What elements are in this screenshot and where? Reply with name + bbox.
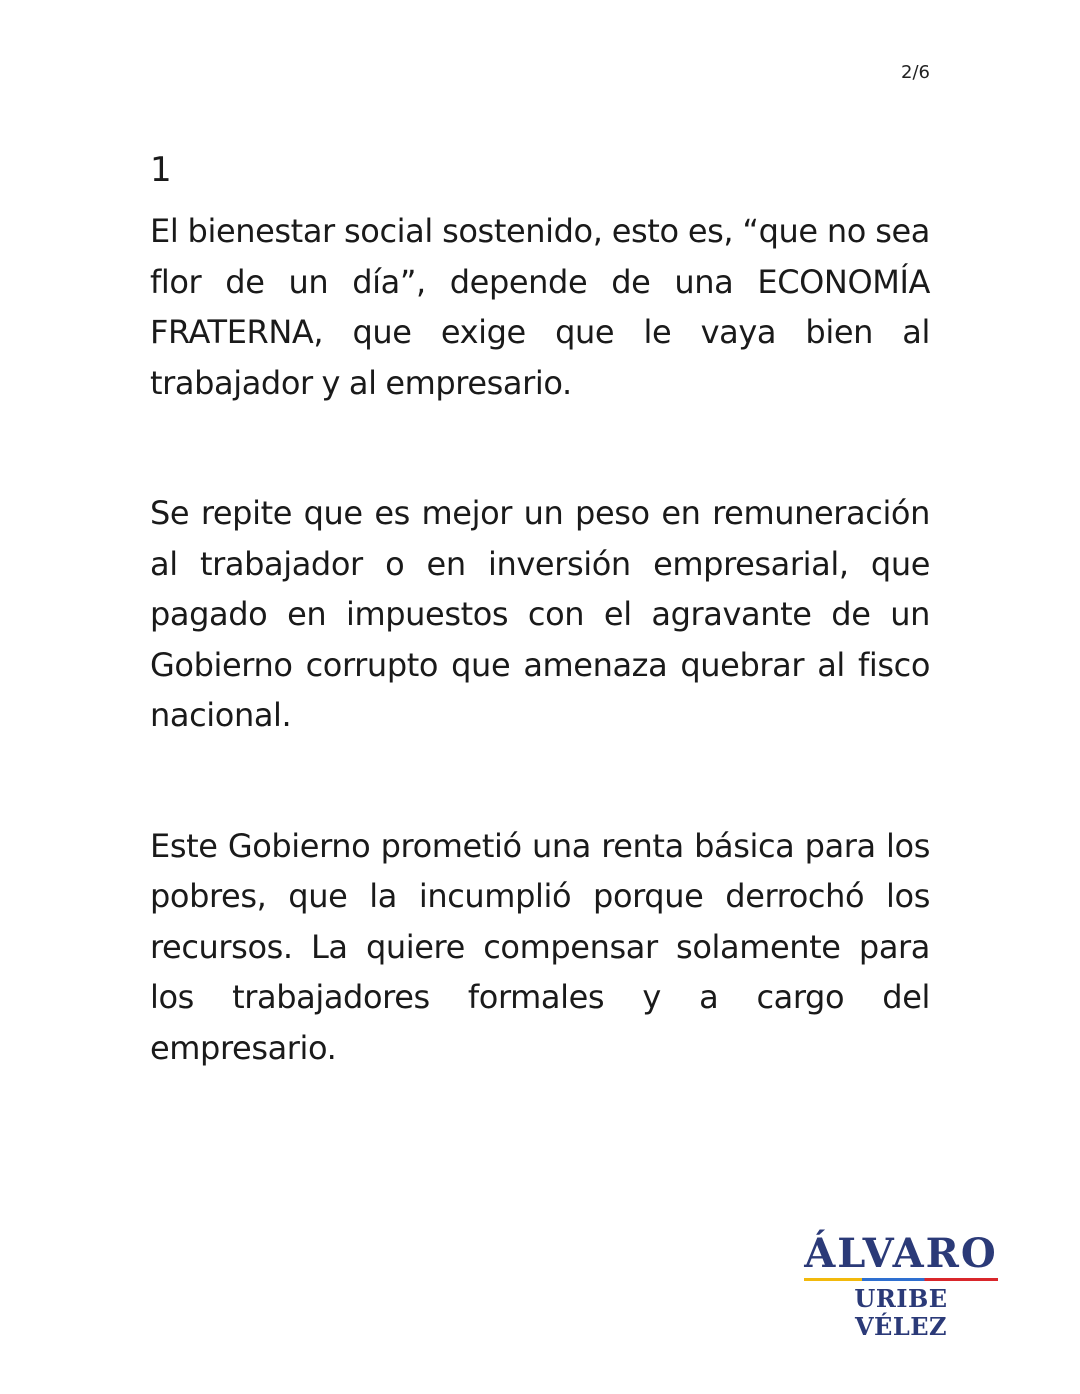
document-body — [150, 146, 930, 1153]
logo-surname: URIBE VÉLEZ — [854, 1284, 948, 1341]
page-number: 2/6 — [901, 62, 930, 83]
logo-color-stripe — [804, 1278, 998, 1281]
paragraph-3: Este Gobierno prometió una renta básica para los pobres, que la incumplió porque derrochó los recursos. La quiere compensar solamente para los trabajadores formales y a cargo del empresario. — [150, 826, 930, 1067]
paragraph-1: El bienestar social sostenido, esto es, “que no sea flor de un día”, depende de una ECONOMÍA FRATERNA, que exige que le vaya bien al trabajador y al empresario. — [150, 212, 930, 402]
author-logo — [804, 1232, 998, 1341]
logo-first-name: ÁLVARO — [804, 1230, 998, 1277]
section-number: 1 — [150, 150, 172, 190]
paragraph-2: Se repite que es mejor un peso en remuneración al trabajador o en inversión empresarial, que pagado en impuestos con el agravante de un Gobierno corrupto que amenaza quebrar al fisco nacional. — [150, 494, 930, 734]
